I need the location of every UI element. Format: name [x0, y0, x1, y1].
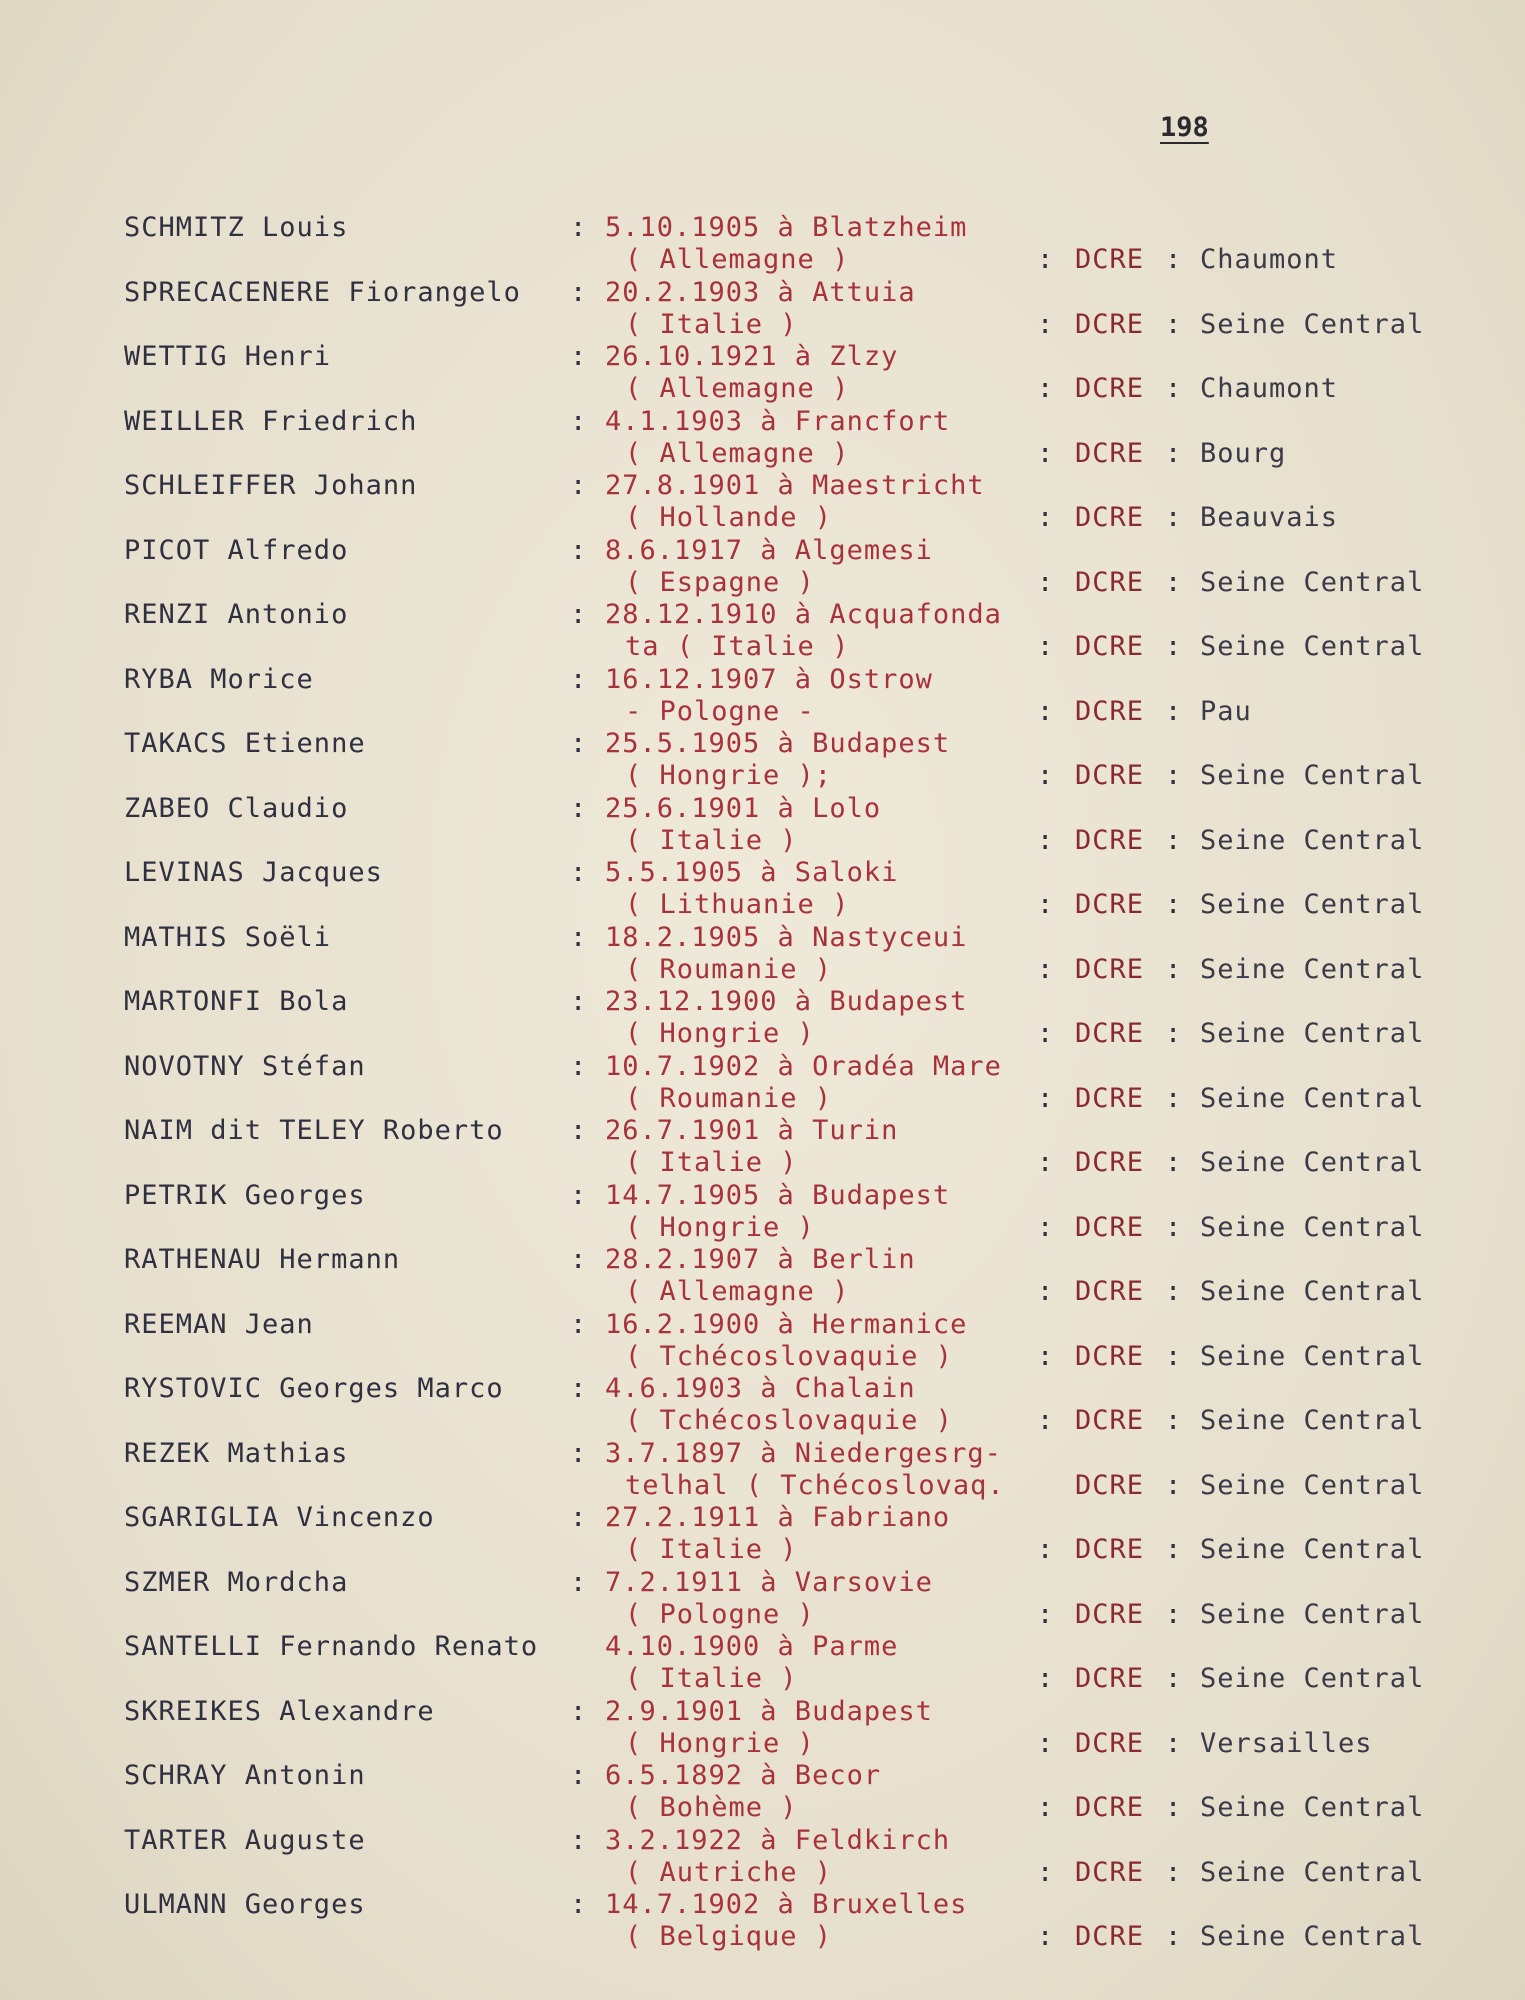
person-name: MATHIS Soëli [124, 921, 332, 953]
birth-date-place: 5.5.1905 à Saloki [605, 857, 899, 888]
birth-country: ( Allemagne ) [625, 373, 850, 404]
person-name: RYSTOVIC Georges Marco [124, 1373, 504, 1404]
person-name: SZMER Mordcha [124, 1566, 349, 1598]
camp-code: DCRE [1075, 1663, 1145, 1694]
birth-country: ( Italie ) [625, 1147, 798, 1178]
camp-code: DCRE [1075, 953, 1145, 985]
destination: Bourg [1200, 437, 1287, 469]
separator: : [1165, 308, 1183, 340]
separator: : [1037, 953, 1055, 985]
destination: Seine Central [1200, 1921, 1425, 1952]
destination: Chaumont [1200, 373, 1339, 404]
person-name: SCHMITZ Louis [124, 212, 349, 243]
separator: : [1165, 502, 1183, 533]
register-entry [0, 406, 1525, 471]
birth-country: ( Pologne ) [625, 1598, 815, 1630]
separator: : [570, 1889, 588, 1920]
register-entry [0, 1244, 1525, 1309]
separator: : [1165, 824, 1183, 856]
destination: Seine Central [1200, 1405, 1425, 1436]
separator: : [570, 470, 588, 501]
register-entry [0, 1502, 1525, 1567]
register-entry [0, 341, 1525, 406]
destination: Seine Central [1200, 1340, 1425, 1372]
register-entry [0, 1438, 1525, 1503]
camp-code: DCRE [1075, 1921, 1145, 1952]
camp-code: DCRE [1075, 502, 1145, 533]
separator: : [1165, 1147, 1183, 1178]
separator: : [1037, 695, 1055, 727]
separator: : [1037, 502, 1055, 533]
register-entry [0, 1115, 1525, 1180]
person-name: ULMANN Georges [124, 1889, 366, 1920]
separator: : [1037, 373, 1055, 404]
birth-date-place: 26.7.1901 à Turin [605, 1115, 899, 1146]
separator: : [1037, 308, 1055, 340]
separator: : [1037, 1921, 1055, 1952]
separator: : [570, 792, 588, 824]
register-entry [0, 1567, 1525, 1632]
birth-date-place: 4.1.1903 à Francfort [605, 405, 951, 437]
birth-country: ta ( Italie ) [625, 631, 850, 662]
birth-date-place: 4.6.1903 à Chalain [605, 1373, 916, 1404]
separator: : [570, 1760, 588, 1791]
register-entries [0, 212, 1525, 1954]
birth-country: ( Autriche ) [625, 1856, 833, 1888]
birth-date-place: 14.7.1905 à Budapest [605, 1179, 951, 1211]
birth-date-place: 25.6.1901 à Lolo [605, 792, 882, 824]
destination: Seine Central [1200, 1534, 1425, 1565]
person-name: SANTELLI Fernando Renato [124, 1631, 539, 1662]
separator: : [1165, 1082, 1183, 1114]
camp-code: DCRE [1075, 1211, 1145, 1243]
separator: : [1037, 1598, 1055, 1630]
separator: : [1037, 760, 1055, 791]
person-name: PETRIK Georges [124, 1179, 366, 1211]
register-entry [0, 277, 1525, 342]
separator: : [1165, 1663, 1183, 1694]
birth-country: telhal ( Tchécoslovaq. [625, 1469, 1005, 1501]
register-entry [0, 1696, 1525, 1761]
birth-date-place: 16.2.1900 à Hermanice [605, 1308, 968, 1340]
separator: : [1037, 1405, 1055, 1436]
birth-country: ( Roumanie ) [625, 953, 833, 985]
person-name: NAIM dit TELEY Roberto [124, 1115, 504, 1146]
camp-code: DCRE [1075, 1018, 1145, 1049]
separator: : [570, 212, 588, 243]
person-name: PICOT Alfredo [124, 534, 349, 566]
camp-code: DCRE [1075, 1340, 1145, 1372]
birth-date-place: 14.7.1902 à Bruxelles [605, 1889, 968, 1920]
camp-code: DCRE [1075, 1082, 1145, 1114]
birth-country: ( Hongrie ) [625, 1211, 815, 1243]
register-entry [0, 1051, 1525, 1116]
camp-code: DCRE [1075, 244, 1145, 275]
register-entry [0, 1373, 1525, 1438]
register-entry [0, 1631, 1525, 1696]
separator: : [570, 276, 588, 308]
camp-code: DCRE [1075, 1147, 1145, 1178]
person-name: WEILLER Friedrich [124, 405, 418, 437]
birth-date-place: 27.2.1911 à Fabriano [605, 1502, 951, 1533]
camp-code: DCRE [1075, 1727, 1145, 1759]
separator: : [570, 1437, 588, 1469]
destination: Seine Central [1200, 824, 1425, 856]
birth-date-place: 8.6.1917 à Algemesi [605, 534, 933, 566]
separator: : [1037, 1727, 1055, 1759]
destination: Seine Central [1200, 1147, 1425, 1178]
birth-date-place: 25.5.1905 à Budapest [605, 728, 951, 759]
birth-country: ( Hongrie ) [625, 1727, 815, 1759]
register-entry [0, 212, 1525, 277]
separator: : [1037, 566, 1055, 598]
person-name: RYBA Morice [124, 663, 314, 695]
separator: : [1165, 760, 1183, 791]
separator: : [1165, 437, 1183, 469]
person-name: WETTIG Henri [124, 341, 332, 372]
separator: : [1037, 1082, 1055, 1114]
person-name: SCHRAY Antonin [124, 1760, 366, 1791]
separator: : [570, 1373, 588, 1404]
destination: Seine Central [1200, 1663, 1425, 1694]
separator: : [1165, 244, 1183, 275]
register-entry [0, 1825, 1525, 1890]
birth-country: ( Italie ) [625, 308, 798, 340]
camp-code: DCRE [1075, 308, 1145, 340]
register-entry [0, 599, 1525, 664]
separator: : [1037, 1792, 1055, 1823]
separator: : [1165, 1727, 1183, 1759]
separator: : [570, 986, 588, 1017]
birth-country: ( Bohème ) [625, 1792, 798, 1823]
birth-country: ( Italie ) [625, 824, 798, 856]
birth-date-place: 23.12.1900 à Budapest [605, 986, 968, 1017]
register-entry [0, 793, 1525, 858]
separator: : [1165, 373, 1183, 404]
destination: Seine Central [1200, 1856, 1425, 1888]
person-name: REEMAN Jean [124, 1308, 314, 1340]
separator: : [1165, 1534, 1183, 1565]
birth-date-place: 10.7.1902 à Oradéa Mare [605, 1050, 1002, 1082]
person-name: ZABEO Claudio [124, 792, 349, 824]
separator: : [1037, 1147, 1055, 1178]
camp-code: DCRE [1075, 1534, 1145, 1565]
separator: : [1037, 1340, 1055, 1372]
page-number: 198 [1160, 112, 1209, 143]
destination: Pau [1200, 695, 1252, 727]
register-entry [0, 922, 1525, 987]
destination: Chaumont [1200, 244, 1339, 275]
separator: : [570, 1050, 588, 1082]
separator: : [570, 1566, 588, 1598]
birth-country: ( Lithuanie ) [625, 889, 850, 920]
separator: : [570, 1824, 588, 1856]
destination: Seine Central [1200, 308, 1425, 340]
camp-code: DCRE [1075, 1276, 1145, 1307]
birth-date-place: 2.9.1901 à Budapest [605, 1695, 933, 1727]
register-entry [0, 986, 1525, 1051]
separator: : [1037, 1211, 1055, 1243]
separator: : [570, 534, 588, 566]
separator: : [1037, 1856, 1055, 1888]
separator: : [1037, 631, 1055, 662]
birth-country: ( Espagne ) [625, 566, 815, 598]
birth-country: ( Hongrie ) [625, 1018, 815, 1049]
camp-code: DCRE [1075, 824, 1145, 856]
destination: Seine Central [1200, 1211, 1425, 1243]
birth-date-place: 28.2.1907 à Berlin [605, 1244, 916, 1275]
destination: Versailles [1200, 1727, 1373, 1759]
birth-date-place: 6.5.1892 à Becor [605, 1760, 882, 1791]
separator: : [1165, 1598, 1183, 1630]
separator: : [1165, 1469, 1183, 1501]
separator: : [1037, 1018, 1055, 1049]
register-entry [0, 535, 1525, 600]
separator: : [570, 663, 588, 695]
camp-code: DCRE [1075, 566, 1145, 598]
register-entry [0, 728, 1525, 793]
birth-date-place: 7.2.1911 à Varsovie [605, 1566, 933, 1598]
birth-date-place: 26.10.1921 à Zlzy [605, 341, 899, 372]
register-entry [0, 1889, 1525, 1954]
destination: Seine Central [1200, 953, 1425, 985]
separator: : [570, 1179, 588, 1211]
destination: Seine Central [1200, 1469, 1425, 1501]
separator: : [1165, 1792, 1183, 1823]
separator: : [1165, 1276, 1183, 1307]
camp-code: DCRE [1075, 1405, 1145, 1436]
separator: : [1165, 1856, 1183, 1888]
camp-code: DCRE [1075, 1792, 1145, 1823]
separator: : [1037, 1276, 1055, 1307]
destination: Seine Central [1200, 1598, 1425, 1630]
separator: : [1037, 1663, 1055, 1694]
camp-code: DCRE [1075, 889, 1145, 920]
destination: Seine Central [1200, 889, 1425, 920]
separator: : [570, 599, 588, 630]
birth-date-place: 20.2.1903 à Attuia [605, 276, 916, 308]
separator: : [1165, 695, 1183, 727]
person-name: MARTONFI Bola [124, 986, 349, 1017]
person-name: RENZI Antonio [124, 599, 349, 630]
separator: : [570, 728, 588, 759]
person-name: NOVOTNY Stéfan [124, 1050, 366, 1082]
register-entry [0, 664, 1525, 729]
destination: Seine Central [1200, 1018, 1425, 1049]
birth-country: ( Italie ) [625, 1663, 798, 1694]
birth-country: ( Allemagne ) [625, 1276, 850, 1307]
birth-date-place: 3.2.1922 à Feldkirch [605, 1824, 951, 1856]
separator: : [1165, 953, 1183, 985]
destination: Seine Central [1200, 760, 1425, 791]
camp-code: DCRE [1075, 760, 1145, 791]
birth-date-place: 18.2.1905 à Nastyceui [605, 921, 968, 953]
birth-date-place: 16.12.1907 à Ostrow [605, 663, 933, 695]
birth-date-place: 3.7.1897 à Niedergesrg- [605, 1437, 1002, 1469]
separator: : [1165, 1340, 1183, 1372]
separator: : [1037, 1534, 1055, 1565]
register-entry [0, 1760, 1525, 1825]
camp-code: DCRE [1075, 1856, 1145, 1888]
birth-country: ( Hollande ) [625, 502, 833, 533]
person-name: SPRECACENERE Fiorangelo [124, 276, 521, 308]
birth-country: ( Belgique ) [625, 1921, 833, 1952]
birth-country: ( Tchécoslovaquie ) [625, 1340, 953, 1372]
separator: : [1165, 1018, 1183, 1049]
separator: : [1165, 1211, 1183, 1243]
separator: : [1165, 1921, 1183, 1952]
birth-country: ( Roumanie ) [625, 1082, 833, 1114]
birth-country: - Pologne - [625, 695, 815, 727]
birth-country: ( Italie ) [625, 1534, 798, 1565]
separator: : [570, 857, 588, 888]
separator: : [1165, 889, 1183, 920]
register-entry [0, 470, 1525, 535]
birth-date-place: 28.12.1910 à Acquafonda [605, 599, 1002, 630]
destination: Seine Central [1200, 1276, 1425, 1307]
camp-code: DCRE [1075, 437, 1145, 469]
birth-date-place: 4.10.1900 à Parme [605, 1631, 899, 1662]
camp-code: DCRE [1075, 373, 1145, 404]
person-name: RATHENAU Hermann [124, 1244, 401, 1275]
separator: : [1165, 631, 1183, 662]
separator: : [570, 1115, 588, 1146]
separator: : [570, 921, 588, 953]
register-entry [0, 857, 1525, 922]
separator: : [570, 341, 588, 372]
destination: Seine Central [1200, 1082, 1425, 1114]
separator: : [1165, 566, 1183, 598]
camp-code: DCRE [1075, 1469, 1145, 1501]
person-name: SKREIKES Alexandre [124, 1695, 435, 1727]
birth-country: ( Allemagne ) [625, 244, 850, 275]
person-name: SCHLEIFFER Johann [124, 470, 418, 501]
birth-country: ( Hongrie ); [625, 760, 833, 791]
person-name: SGARIGLIA Vincenzo [124, 1502, 435, 1533]
birth-date-place: 27.8.1901 à Maestricht [605, 470, 985, 501]
person-name: REZEK Mathias [124, 1437, 349, 1469]
birth-country: ( Allemagne ) [625, 437, 850, 469]
birth-date-place: 5.10.1905 à Blatzheim [605, 212, 968, 243]
separator: : [570, 1695, 588, 1727]
birth-country: ( Tchécoslovaquie ) [625, 1405, 953, 1436]
destination: Seine Central [1200, 1792, 1425, 1823]
register-entry [0, 1180, 1525, 1245]
camp-code: DCRE [1075, 1598, 1145, 1630]
separator: : [1037, 437, 1055, 469]
person-name: TAKACS Etienne [124, 728, 366, 759]
separator: : [1037, 244, 1055, 275]
separator: : [1037, 889, 1055, 920]
person-name: LEVINAS Jacques [124, 857, 383, 888]
camp-code: DCRE [1075, 631, 1145, 662]
separator: : [1037, 824, 1055, 856]
separator: : [570, 1244, 588, 1275]
person-name: TARTER Auguste [124, 1824, 366, 1856]
separator: : [1165, 1405, 1183, 1436]
separator: : [570, 1308, 588, 1340]
destination: Seine Central [1200, 631, 1425, 662]
destination: Beauvais [1200, 502, 1339, 533]
camp-code: DCRE [1075, 695, 1145, 727]
register-entry [0, 1309, 1525, 1374]
separator: : [570, 405, 588, 437]
destination: Seine Central [1200, 566, 1425, 598]
separator: : [570, 1502, 588, 1533]
